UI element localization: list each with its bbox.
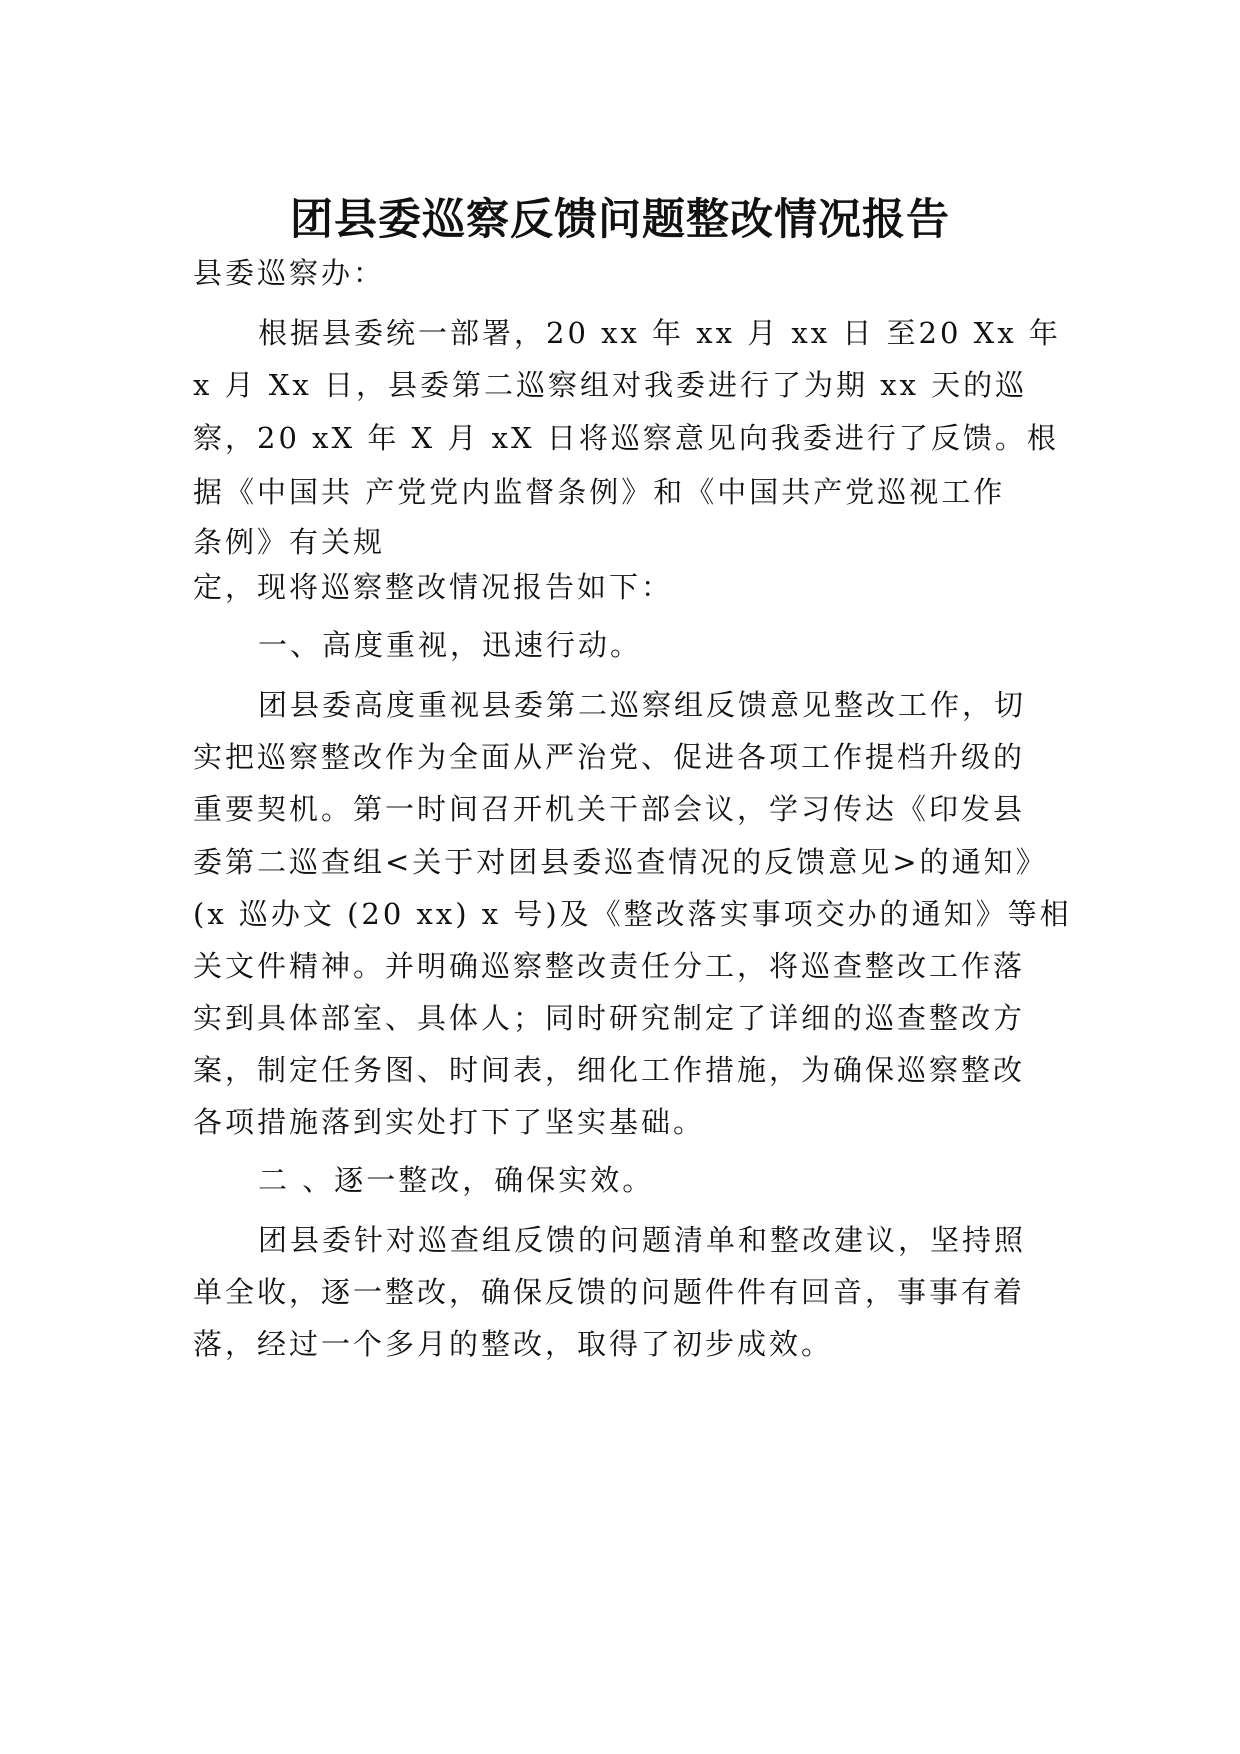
salutation: 县委巡察办： — [193, 256, 386, 290]
body-line: 案，制定任务图、时间表，细化工作措施，为确保巡察整改 — [193, 1053, 1026, 1087]
body-line: x 月 Xx 日，县委第二巡察组对我委进行了为期 xx 天的巡 — [193, 368, 1028, 402]
body-line: 实到具体部室、具体人；同时研究制定了详细的巡查整改方 — [193, 1001, 1026, 1035]
body-line: 根据县委统一部署，20 xx 年 xx 月 xx 日 至20 Xx 年 — [258, 316, 1061, 350]
body-line: 团县委针对巡查组反馈的问题清单和整改建议，坚持照 — [258, 1223, 1027, 1257]
body-line: 实把巡察整改作为全面从严治党、促进各项工作提档升级的 — [193, 740, 1026, 774]
body-line: (x 巡办文 (20 xx) x 号)及《整改落实事项交办的通知》等相 — [193, 897, 1072, 931]
body-line: 据《中国共 产党党内监督条例》和《中国共产党巡视工作 — [193, 475, 1006, 509]
section-heading: 一、高度重视，迅速行动。 — [258, 628, 643, 662]
body-line: 重要契机。第一时间召开机关干部会议，学习传达《印发县 — [193, 792, 1026, 826]
body-line: 关文件精神。并明确巡察整改责任分工，将巡查整改工作落 — [193, 949, 1026, 983]
body-line: 团县委高度重视县委第二巡察组反馈意见整改工作，切 — [258, 688, 1027, 722]
body-line: 落，经过一个多月的整改，取得了初步成效。 — [193, 1327, 834, 1361]
section-heading: 二 、逐一整改，确保实效。 — [258, 1163, 655, 1197]
body-line: 各项措施落到实处打下了坚实基础。 — [193, 1105, 706, 1139]
body-line: 委第二巡查组<关于对团县委巡查情况的反馈意见>的通知》 — [193, 845, 1048, 879]
body-line: 单全收，逐一整改，确保反馈的问题件件有回音，事事有着 — [193, 1275, 1026, 1309]
body-line: 定，现将巡察整改情况报告如下： — [193, 570, 674, 604]
body-line: 察，20 xX 年 X 月 xX 日将巡察意见向我委进行了反馈。根 — [193, 421, 1059, 455]
document-title: 团县委巡察反馈问题整改情况报告 — [290, 195, 950, 245]
body-line: 条例》有关规 — [193, 525, 386, 559]
